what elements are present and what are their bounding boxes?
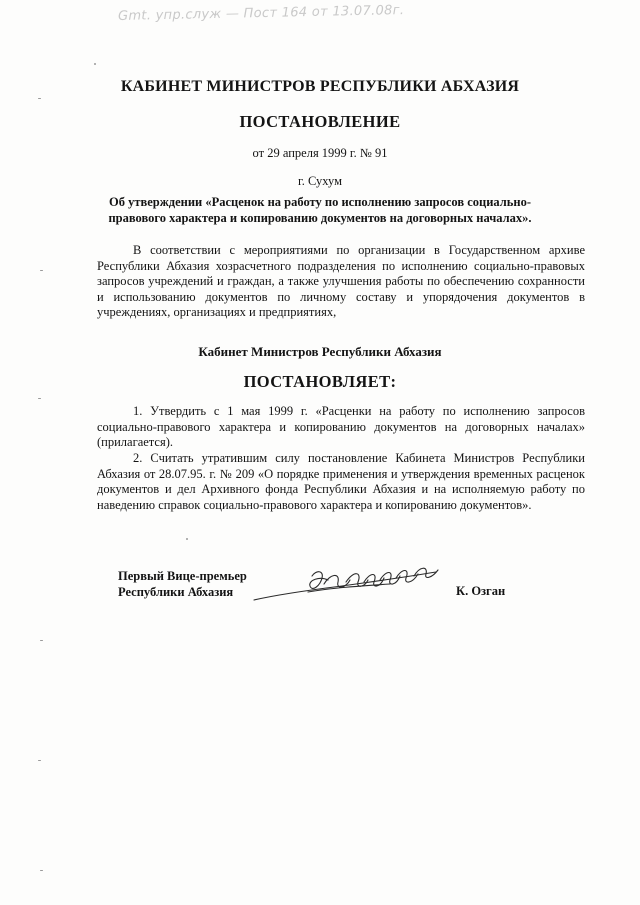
resolution-item: [97, 404, 585, 451]
handwritten-signature: [250, 562, 450, 604]
document-subject: Об утверждении «Расценок на работу по исполнению запросов социально-правового характера и копированию документов на договорных началах».: [108, 195, 532, 225]
document-type-heading: ПОСТАНОВЛЕНИЕ: [239, 112, 401, 131]
signee-name: К. Озган: [456, 584, 506, 598]
scan-speck: [40, 640, 43, 641]
organization-heading: КАБИНЕТ МИНИСТРОВ РЕСПУБЛИКИ АБХАЗИЯ: [120, 78, 520, 95]
scan-speck: [186, 538, 188, 540]
issuer-line: Кабинет Министров Республики Абхазия: [198, 344, 442, 359]
preamble-text: В соответствии с мероприятиями по организации в Государственном архиве Республики Абхазия хозрасчетного подразделения по исполнению социально-правовых запросов учреждений и граждан, а также улучшения работы по обеспечению сохранности и использованию документов по личному составу и упорядочения документов в учреждениях, организациях и предприятиях,: [97, 243, 585, 320]
scan-speck: [40, 270, 43, 271]
scan-speck: [40, 870, 43, 871]
scan-speck: [38, 760, 41, 761]
scan-speck: [38, 98, 41, 99]
resolution-item-text: 2. Считать утратившим силу постановление Кабинета Министров Республики Абхазия от 28.07.95. г. № 209 «О порядке применения и утверждения временных расценок документов и дел Архивного фонда Республики Абхазия и на исполняемую работу по наведению справок социально-правового характера и копированию документов».: [97, 451, 585, 512]
place-line: г. Сухум: [297, 174, 342, 188]
handwritten-note: Gmt. упр.служ — Пост 164 от 13.07.08г.: [117, 3, 405, 24]
scan-speck: [38, 398, 41, 399]
resolves-heading: ПОСТАНОВЛЯЕТ:: [243, 372, 397, 391]
signer-position: [118, 568, 247, 600]
signer-position-line: Республики Абхазия: [118, 585, 234, 599]
date-number-line: от 29 апреля 1999 г. № 91: [252, 146, 388, 160]
signer-position-line: Первый Вице-премьер: [118, 569, 247, 583]
scan-speck: [94, 63, 96, 65]
resolution-item: [97, 451, 585, 513]
preamble-paragraph: [97, 243, 585, 321]
resolution-item-text: 1. Утвердить с 1 мая 1999 г. «Расценки на работу по исполнению запросов социально-правового характера и копированию документов на договорных началах» (прилагается).: [97, 404, 585, 450]
